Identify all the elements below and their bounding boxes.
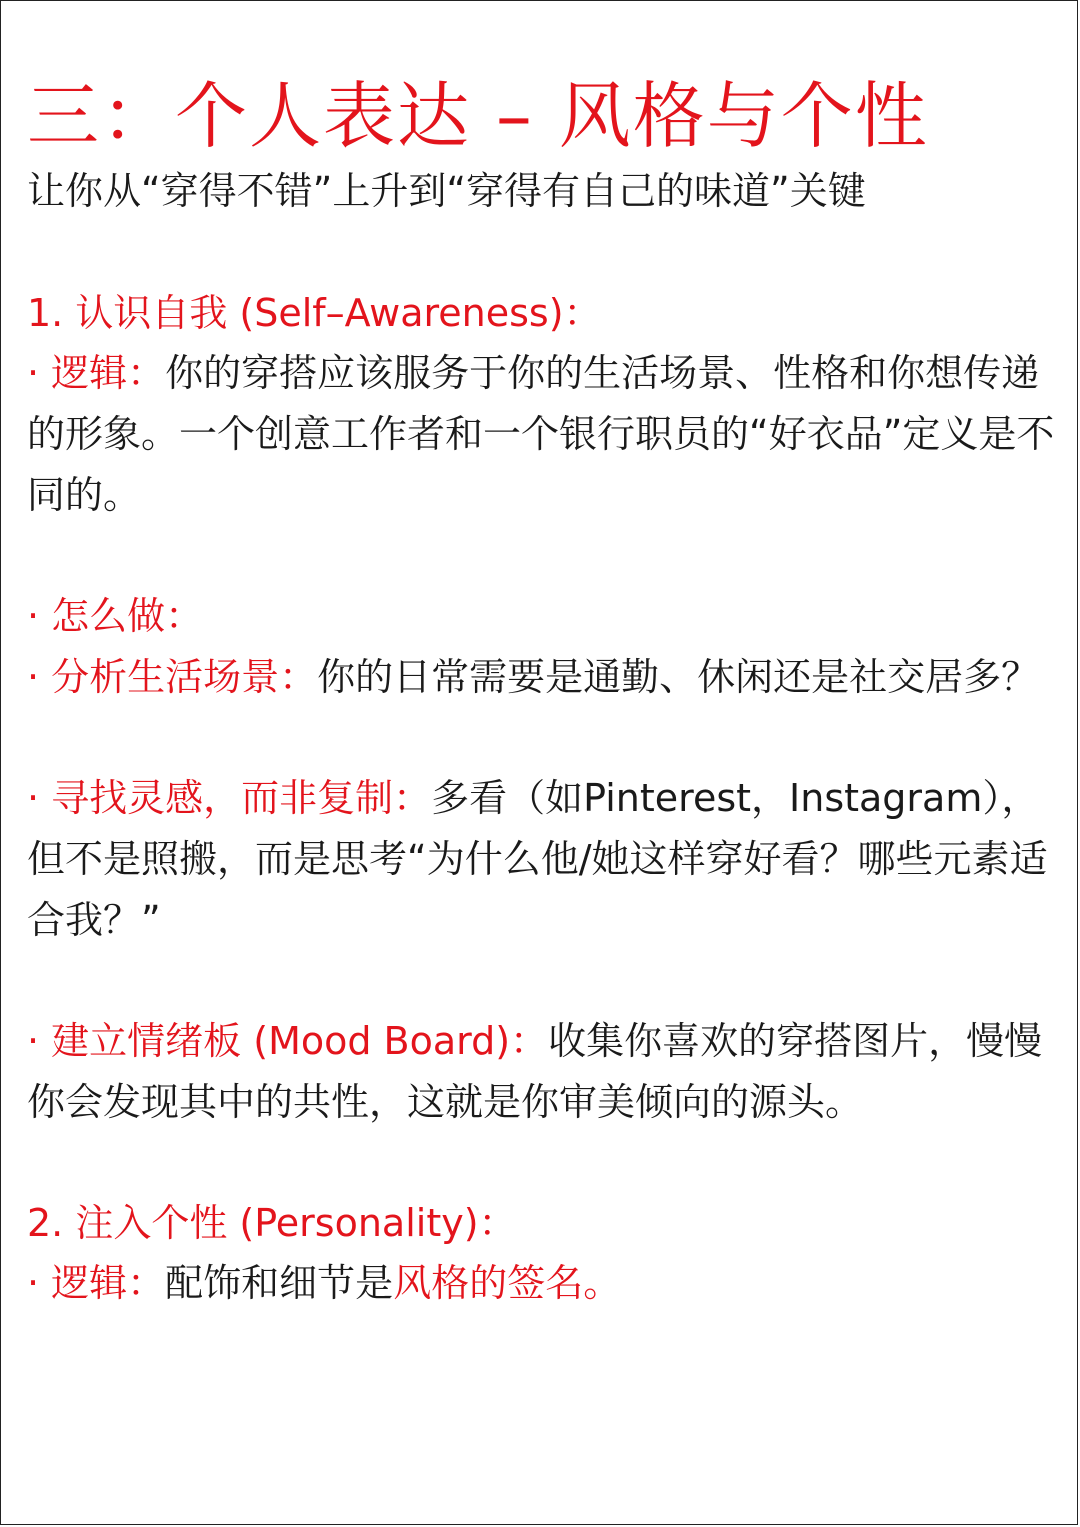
mood-board-paragraph: [27, 1011, 1057, 1133]
logic-label: · 逻辑：: [27, 351, 166, 395]
inspire-text: 多看（如Pinterest，Instagram），但不是照搬，而是思考“为什么他/她这样穿好看？哪些元素适合我？”: [27, 776, 1048, 942]
howto-label: · 怎么做：: [27, 594, 204, 638]
page-subtitle: 让你从“穿得不错”上升到“穿得有自己的味道”关键: [27, 169, 866, 213]
content: [27, 71, 1057, 1314]
personality-logic-paragraph: [27, 1253, 1057, 1314]
logic-text: 你的穿搭应该服务于你的生活场景、性格和你想传递的形象。一个创意工作者和一个银行职员的“好衣品”定义是不同的。: [27, 351, 1055, 517]
inspire-label: · 寻找灵感，而非复制：: [27, 776, 432, 820]
page-title: 三：个人表达 – 风格与个性: [27, 74, 929, 158]
logic-paragraph: [27, 343, 1057, 526]
mood-board-text: 收集你喜欢的穿搭图片，慢慢你会发现其中的共性，这就是你审美倾向的源头。: [27, 1019, 1043, 1124]
analyze-paragraph: [27, 647, 1057, 708]
mood-board-label: · 建立情绪板 (Mood Board)：: [27, 1019, 549, 1063]
analyze-label: · 分析生活场景：: [27, 655, 318, 699]
personality-logic-text: 配饰和细节是: [165, 1261, 394, 1305]
analyze-text: 你的日常需要是通勤、休闲还是社交居多？: [317, 655, 1040, 699]
personality-logic-label: · 逻辑：: [27, 1261, 166, 1305]
section-heading-self-awareness: 1. 认识自我 (Self–Awareness)：: [27, 291, 602, 335]
inspire-paragraph: [27, 768, 1057, 951]
howto-paragraph: [27, 586, 1057, 647]
section-heading-personality: 2. 注入个性 (Personality)：: [27, 1201, 517, 1245]
personality-logic-highlight: 风格的签名。: [393, 1261, 622, 1305]
